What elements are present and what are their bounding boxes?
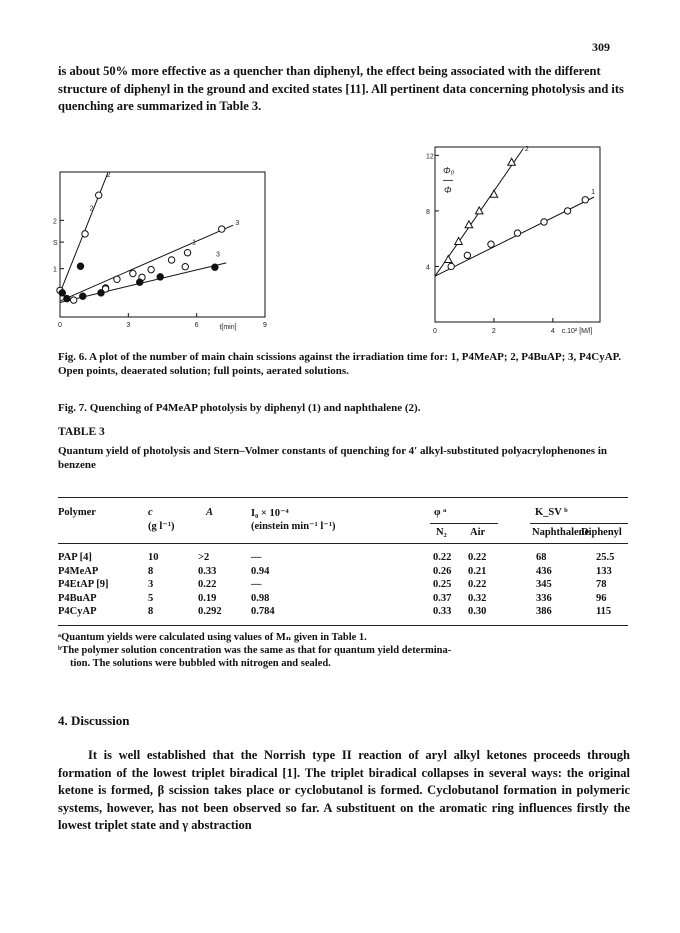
table-cell-c: 8 bbox=[148, 606, 154, 617]
table-cell-diph: 25.5 bbox=[596, 552, 615, 563]
footnote-b-continued: tion. The solutions were bubbled with nitrogen and sealed. bbox=[70, 658, 331, 669]
ksv-rule bbox=[530, 523, 628, 524]
open-point bbox=[564, 208, 570, 214]
col-header-polymer: Polymer bbox=[58, 507, 96, 518]
col-header-diphenyl: Diphenyl bbox=[581, 527, 622, 538]
table-cell-air: 0.22 bbox=[468, 579, 487, 590]
col-header-c-unit: (g l⁻¹) bbox=[148, 521, 175, 532]
table-cell-a: 0.292 bbox=[198, 606, 222, 617]
x-tick-label: 6 bbox=[194, 322, 199, 329]
intro-text: is about 50% more effective as a quencher than diphenyl, the effect being associated with the different structure of diphenyl in the ground and excited states [11]. All pertinent data concerning photolysis and its quenching are summarized in Table 3. bbox=[58, 64, 624, 113]
footnote-b: ᵇThe polymer solution concentration was the same as that for quantum yield determina- bbox=[58, 645, 452, 656]
open-point bbox=[96, 192, 102, 198]
table-footnotes bbox=[58, 631, 628, 670]
table-cell-naph: 345 bbox=[536, 579, 552, 590]
table-cell-n2: 0.26 bbox=[433, 565, 452, 577]
y-tick-label: 2 bbox=[53, 218, 57, 226]
table-cell-naph: 436 bbox=[536, 565, 552, 577]
open-point bbox=[168, 257, 174, 263]
table-cell-air: 0.30 bbox=[468, 606, 487, 617]
filled-point bbox=[98, 290, 104, 296]
curve-label: 1 bbox=[192, 239, 197, 247]
col-header-phi: φ ᵃ bbox=[434, 507, 447, 518]
x-axis-unit: c.10² [M/l] bbox=[561, 328, 593, 335]
table-cell-air: 0.32 bbox=[468, 592, 487, 604]
figure-6 bbox=[55, 162, 270, 338]
table-top-rule bbox=[58, 497, 628, 498]
table-cell-a: 0.22 bbox=[198, 579, 217, 590]
table-cell-diph: 115 bbox=[596, 606, 612, 617]
open-point bbox=[448, 263, 454, 269]
y-tick-label: 4 bbox=[426, 264, 430, 272]
x-tick-label: 4 bbox=[550, 328, 555, 335]
phi-rule bbox=[430, 523, 498, 524]
table-cell-io: 0.784 bbox=[251, 606, 275, 617]
col-header-a: A bbox=[206, 507, 214, 518]
col-header-io: I₀ × 10⁻⁴ bbox=[251, 508, 289, 519]
open-point bbox=[70, 297, 76, 303]
figure-7-caption: Fig. 7. Quenching of P4MeAP photolysis by diphenyl (1) and naphthalene (2). bbox=[58, 402, 421, 414]
y-label-denominator: Φ bbox=[444, 184, 452, 195]
table-cell-a: 0.33 bbox=[198, 565, 217, 577]
table-header-rule bbox=[58, 543, 628, 544]
discussion-text: It is well established that the Norrish type II reaction of aryl alkyl ketones proceeds through formation of the lowest triplet biradical [1]. The triplet biradical collapses in several ways: the original ketone is formed, β scission takes place or cyclobutanol is formed. Cyclobutanol formation in polymeric systems, however, has not been observed so far. A substituent on the aromatic ring influences firstly the lowest triplet state and γ abstraction bbox=[58, 748, 630, 832]
table-cell-c: 5 bbox=[148, 592, 154, 604]
curve-label: 2 bbox=[524, 146, 529, 154]
triangle-point bbox=[465, 221, 473, 228]
curve-label: 2 bbox=[106, 171, 111, 179]
filled-point bbox=[157, 274, 163, 280]
col-header-ksv: K_SV ᵇ bbox=[535, 507, 568, 518]
table-cell-naph: 68 bbox=[536, 552, 547, 563]
x-tick-label: 0 bbox=[58, 322, 62, 329]
open-point bbox=[148, 266, 154, 272]
y-tick-label: 1 bbox=[53, 266, 57, 274]
intro-paragraph bbox=[58, 63, 628, 116]
table-cell-io: — bbox=[251, 552, 262, 563]
table-cell-n2: 0.22 bbox=[433, 552, 452, 563]
col-header-air: Air bbox=[470, 527, 486, 538]
figure-6-plot bbox=[55, 162, 270, 338]
col-header-io-unit: (einstein min⁻¹ l⁻¹) bbox=[251, 521, 336, 532]
table-cell-polymer: PAP [4] bbox=[58, 552, 92, 563]
open-point bbox=[130, 270, 136, 276]
table-cell-naph: 386 bbox=[536, 606, 552, 617]
table-title: Quantum yield of photolysis and Stern–Volmer constants of quenching for 4′ alkyl-substituted polyacrylophenones in benzene bbox=[58, 445, 608, 471]
filled-point bbox=[137, 279, 143, 285]
col-header-c: c bbox=[148, 507, 153, 518]
x-axis-unit: t[min] bbox=[219, 324, 237, 331]
table-cell-io: 0.98 bbox=[251, 592, 270, 604]
x-tick-label: 9 bbox=[263, 322, 267, 329]
table-cell-diph: 78 bbox=[596, 579, 607, 590]
x-tick-label: 0 bbox=[433, 328, 437, 335]
footnote-a: ᵃQuantum yields were calculated using values of Mₙ given in Table 1. bbox=[58, 632, 367, 643]
y-tick-label: S bbox=[53, 240, 58, 248]
table-cell-io: 0.94 bbox=[251, 565, 270, 577]
open-point bbox=[514, 230, 520, 236]
discussion-paragraph bbox=[58, 747, 630, 835]
filled-point bbox=[77, 263, 83, 269]
filled-point bbox=[59, 290, 65, 296]
triangle-point bbox=[490, 190, 498, 197]
y-label-numerator: Φ₀ bbox=[443, 165, 455, 176]
page-number: 309 bbox=[592, 40, 610, 54]
table-cell-air: 0.22 bbox=[468, 552, 487, 563]
open-point bbox=[582, 197, 588, 203]
open-point bbox=[82, 231, 88, 237]
triangle-point bbox=[444, 256, 452, 263]
table-cell-n2: 0.37 bbox=[433, 592, 452, 604]
table-cell-polymer: P4MeAP bbox=[58, 565, 99, 577]
open-point bbox=[184, 250, 190, 256]
filled-point bbox=[212, 264, 218, 270]
table-cell-a: 0.19 bbox=[198, 592, 217, 604]
table-cell-n2: 0.33 bbox=[433, 606, 452, 617]
figure-7-plot bbox=[425, 145, 610, 343]
open-point bbox=[114, 276, 120, 282]
curve-label: 2 bbox=[89, 205, 94, 213]
figure-7 bbox=[425, 145, 610, 343]
table-cell-a: >2 bbox=[198, 552, 210, 563]
table-cell-c: 8 bbox=[148, 565, 154, 577]
table-label: TABLE 3 bbox=[58, 426, 105, 438]
table-bottom-rule bbox=[58, 625, 628, 626]
curve-label: 3 bbox=[216, 251, 220, 259]
x-tick-label: 3 bbox=[126, 322, 131, 329]
y-tick-label: 8 bbox=[426, 208, 430, 216]
table-cell-c: 10 bbox=[148, 552, 159, 563]
table-cell-air: 0.21 bbox=[468, 565, 487, 577]
table-cell-diph: 133 bbox=[596, 565, 612, 577]
table-cell-diph: 96 bbox=[596, 592, 607, 604]
figure-6-caption: Fig. 6. A plot of the number of main chain scissions against the irradiation time for: 1, P4MeAP; 2, P4BuAP; 3, P4CyAP. Open points, deaerated solution; full points, aerated solutions. bbox=[58, 351, 622, 377]
table-cell-polymer: P4EtAP [9] bbox=[58, 579, 109, 590]
col-header-naphthalene: Naphthalene bbox=[532, 527, 590, 538]
table-cell-c: 3 bbox=[148, 579, 154, 590]
x-tick-label: 2 bbox=[491, 328, 496, 335]
curve-label: 1 bbox=[591, 189, 596, 197]
filled-point bbox=[64, 295, 70, 301]
curve-label: 3 bbox=[235, 220, 240, 228]
col-header-n2: N₂ bbox=[436, 527, 447, 538]
table-cell-io: — bbox=[251, 579, 262, 590]
section-heading: 4. Discussion bbox=[58, 713, 130, 728]
open-point bbox=[488, 241, 494, 247]
open-point bbox=[182, 264, 188, 270]
table-cell-naph: 336 bbox=[536, 592, 552, 604]
table-cell-n2: 0.25 bbox=[433, 579, 452, 590]
open-point bbox=[541, 219, 547, 225]
open-point bbox=[219, 226, 225, 232]
table-cell-polymer: P4CyAP bbox=[58, 606, 97, 617]
y-tick-label: 12 bbox=[426, 153, 434, 161]
table-cell-polymer: P4BuAP bbox=[58, 592, 97, 604]
open-point bbox=[464, 252, 470, 258]
filled-point bbox=[80, 293, 86, 299]
